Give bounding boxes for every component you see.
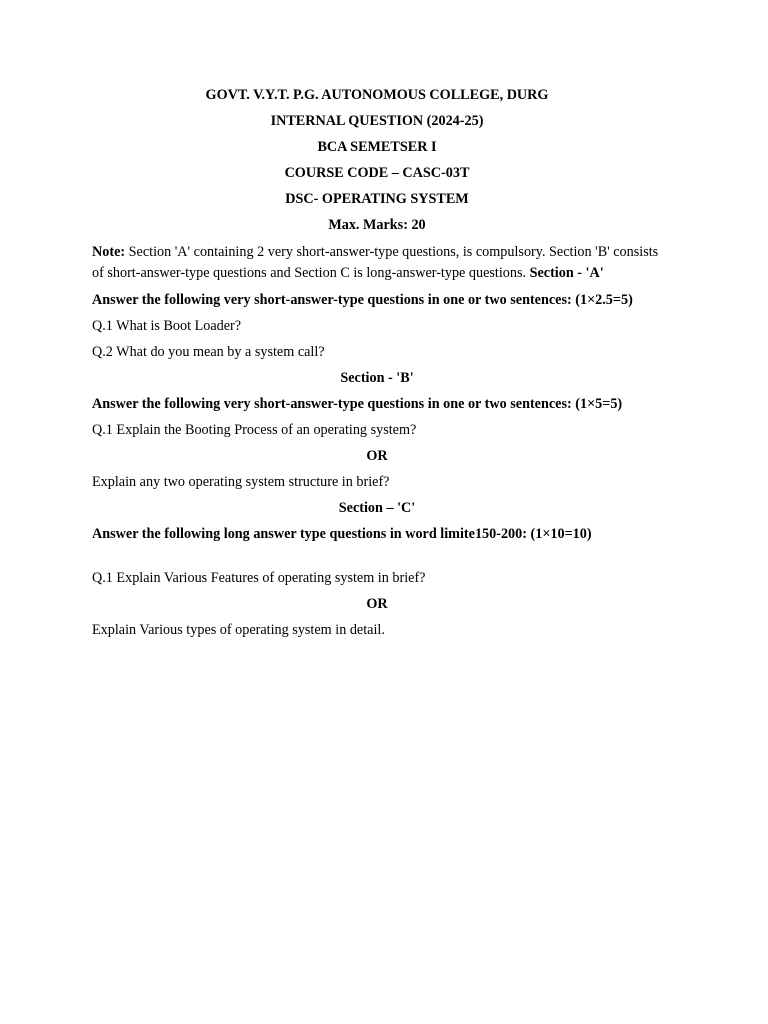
section-b-instruction: Answer the following very short-answer-type questions in one or two sentences: (1×5=5): [92, 396, 623, 412]
semester-title: BCA SEMETSER I: [317, 139, 437, 155]
max-marks: Max. Marks: 20: [328, 217, 426, 233]
note-paragraph: [92, 242, 662, 284]
section-b-title: Section - 'B': [340, 370, 414, 386]
exam-title: INTERNAL QUESTION (2024-25): [270, 113, 484, 129]
college-name: GOVT. V.Y.T. P.G. AUTONOMOUS COLLEGE, DURG: [205, 87, 549, 103]
note-label: Note:: [92, 244, 126, 260]
section-a-question-2: Q.2 What do you mean by a system call?: [92, 344, 325, 360]
section-a-title: Section - 'A': [529, 265, 604, 281]
section-b-alternate-question: Explain any two operating system structure in brief?: [92, 474, 390, 490]
section-c-title: Section – 'C': [338, 500, 416, 516]
section-a-question-1: Q.1 What is Boot Loader?: [92, 318, 242, 334]
note-text: Section 'A' containing 2 very short-answer-type questions, is compulsory. Section 'B' consists of short-answer-type questions and Section C is long-answer-type questions.: [92, 244, 659, 281]
subject-title: DSC- OPERATING SYSTEM: [285, 191, 469, 207]
section-a-instruction: Answer the following very short-answer-type questions in one or two sentences: (1×2.5=5): [92, 292, 633, 308]
section-c-question-1: Q.1 Explain Various Features of operating system in brief?: [92, 570, 426, 586]
question-paper: [92, 86, 662, 647]
section-c-alternate-question: Explain Various types of operating system in detail.: [92, 622, 385, 638]
section-b-question-1: Q.1 Explain the Booting Process of an operating system?: [92, 422, 417, 438]
section-c-or: OR: [366, 596, 388, 612]
spacer: [92, 551, 662, 569]
section-b-or: OR: [366, 448, 388, 464]
section-c-instruction: Answer the following long answer type questions in word limite150-200: (1×10=10): [92, 526, 592, 542]
course-code: COURSE CODE – CASC-03T: [284, 165, 470, 181]
